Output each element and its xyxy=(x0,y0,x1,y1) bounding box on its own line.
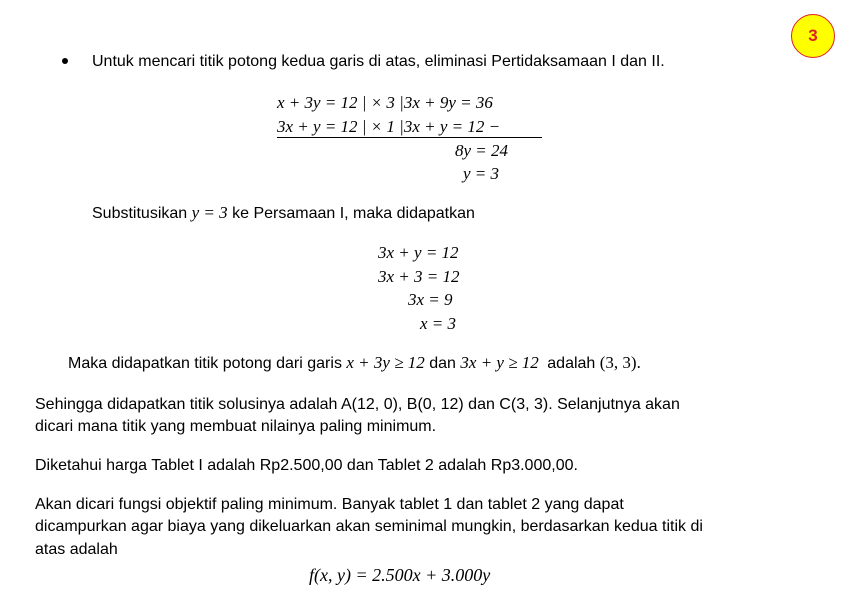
objective-function: f(x, y) = 2.500x + 3.000y xyxy=(309,565,491,585)
intersection-middle: dan xyxy=(429,355,456,372)
page-number: 3 xyxy=(808,26,818,45)
page-number-badge xyxy=(791,14,835,58)
paragraph-3-line-3: atas adalah xyxy=(35,541,118,558)
substitution-suffix: ke Persamaan I, maka didapatkan xyxy=(232,205,475,222)
sub-step-1: 3x + y = 12 xyxy=(378,243,459,262)
intersection-eq2: 3x + y ≥ 12 xyxy=(460,353,539,372)
paragraph-2: Diketahui harga Tablet I adalah Rp2.500,00 dan Tablet 2 adalah Rp3.000,00. xyxy=(35,457,578,474)
bullet-dot xyxy=(62,58,68,64)
elimination-line-2: 3x + y = 12 | × 1 |3x + y = 12 − xyxy=(277,117,501,136)
substitution-text xyxy=(92,203,475,223)
bullet-text: Untuk mencari titik potong kedua garis di atas, eliminasi Pertidaksamaan I dan II. xyxy=(92,53,665,70)
intersection-prefix: Maka didapatkan titik potong dari garis xyxy=(68,355,342,372)
paragraph-3-line-2: dicampurkan agar biaya yang dikeluarkan akan seminimal mungkin, berdasarkan kedua titik di xyxy=(35,518,703,535)
intersection-point: (3, 3). xyxy=(599,353,641,372)
sub-step-4: x = 3 xyxy=(420,314,457,333)
intersection-eq1: x + 3y ≥ 12 xyxy=(346,353,425,372)
paragraph-3-line-1: Akan dicari fungsi objektif paling minimum. Banyak tablet 1 dan tablet 2 yang dapat xyxy=(35,496,624,513)
sub-step-3: 3x = 9 xyxy=(408,290,453,309)
paragraph-1-line-1: Sehingga didapatkan titik solusinya adalah A(12, 0), B(0, 12) dan C(3, 3). Selanjutnya akan xyxy=(35,396,680,413)
intersection-suffix: adalah xyxy=(547,355,596,372)
sub-step-2: 3x + 3 = 12 xyxy=(378,267,460,286)
intersection-text xyxy=(68,353,641,373)
paragraph-1-line-2: dicari mana titik yang membuat nilainya paling minimum. xyxy=(35,418,437,435)
elimination-line-1: x + 3y = 12 | × 3 |3x + 9y = 36 xyxy=(277,93,493,112)
elimination-line-3: 8y = 24 xyxy=(455,141,509,160)
elimination-underline xyxy=(277,137,542,138)
elimination-line-4: y = 3 xyxy=(463,164,500,183)
substitution-prefix: Substitusikan xyxy=(92,205,188,222)
substitution-math: y = 3 xyxy=(191,203,228,222)
